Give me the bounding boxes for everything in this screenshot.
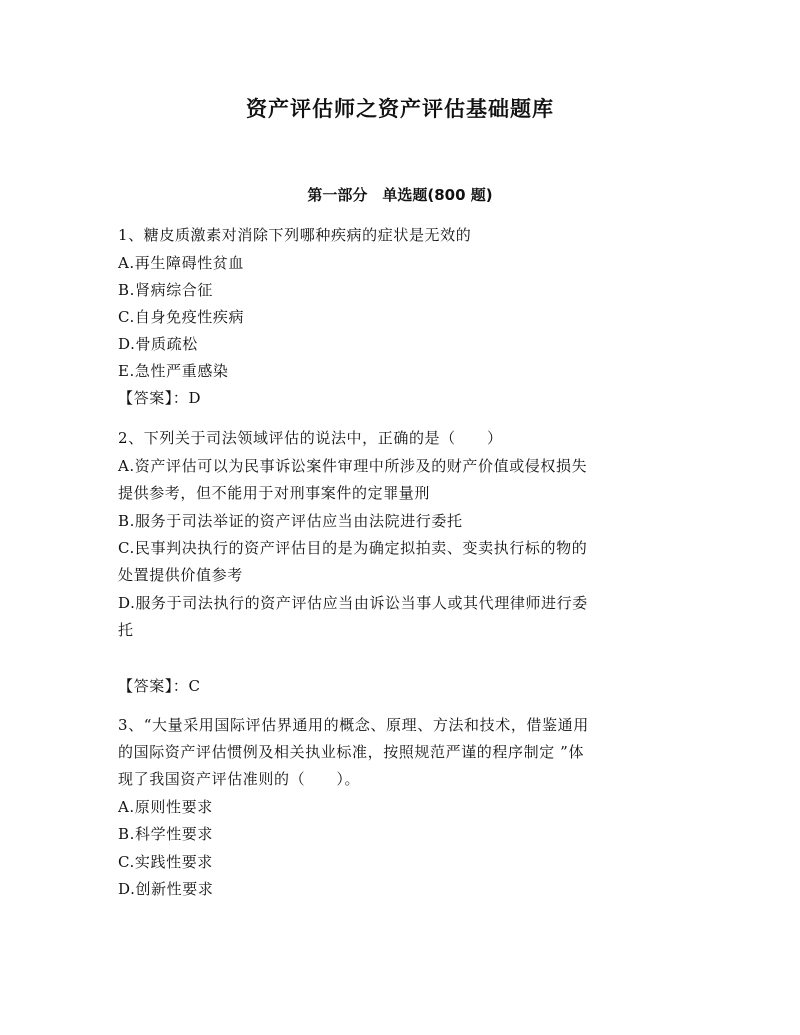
question-2-option-c: C.民事判决执行的资产评估目的是为确定拟拍卖、变卖执行标的物的 [118,539,588,557]
question-3-option-a: A.原则性要求 [118,798,213,816]
question-3-stem-line-3: 现了我国资产评估准则的（ ）。 [118,770,361,788]
question-1-option-e: E.急性严重感染 [118,362,229,380]
question-2-option-b: B.服务于司法举证的资产评估应当由法院进行委托 [118,512,463,530]
question-1-option-a: A.再生障碍性贫血 [118,254,245,272]
question-2-option-d: D.服务于司法执行的资产评估应当由诉讼当事人或其代理律师进行委 [118,594,588,612]
question-1-option-b: B.肾病综合征 [118,281,213,299]
document-title: 资产评估师之资产评估基础题库 [246,97,554,121]
question-2-option-a: A.资产评估可以为民事诉讼案件审理中所涉及的财产价值或侵权损失 [118,457,588,475]
question-3-stem-line-1: 3、“大量采用国际评估界通用的概念、原理、方法和技术，借鉴通用 [118,716,589,734]
question-3-option-b: B.科学性要求 [118,825,213,843]
question-1-option-c: C.自身免疫性疾病 [118,308,245,326]
question-3-option-d: D.创新性要求 [118,880,214,898]
question-1-answer: 【答案】：D [118,389,202,407]
question-2-option-c-cont: 处置提供价值参考 [118,566,243,584]
question-1-stem: 1、糖皮质激素对消除下列哪种疾病的症状是无效的 [118,226,472,244]
question-3-stem-line-2: 的国际资产评估惯例及相关执业标准，按照规范严谨的程序制定 ”体 [118,743,585,761]
question-3-option-c: C.实践性要求 [118,853,213,871]
question-2-option-a-cont: 提供参考，但不能用于对刑事案件的定罪量刑 [118,484,431,502]
question-1-option-d: D.骨质疏松 [118,335,198,353]
section-title: 第一部分 单选题(800 题) [307,186,493,204]
question-2-option-d-cont: 托 [118,621,134,639]
question-2-stem: 2、下列关于司法领域评估的说法中，正确的是（ ） [118,429,503,447]
question-2-answer: 【答案】：C [118,677,201,695]
